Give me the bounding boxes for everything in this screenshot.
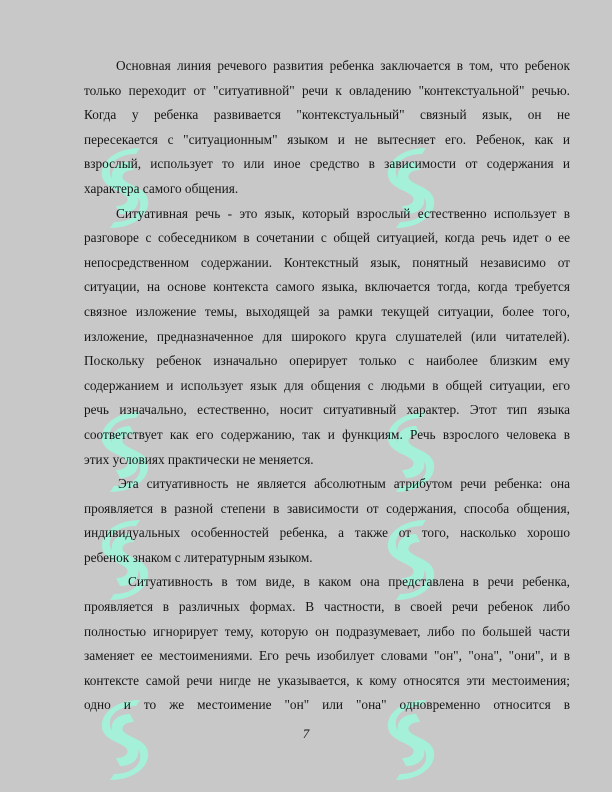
text-line: Ситуативность в том виде, в каком она представлена в речи ребенка, — [128, 574, 570, 590]
text-line: содержанием и использует язык для общения с людьми в общей ситуации, его — [84, 377, 570, 393]
page-number: 7 — [302, 726, 310, 741]
text-line: пересекается с "ситуационным" языком и не вытесняет его. Ребенок, как и — [84, 131, 570, 147]
text-line: одно и то же местоимение "он" или "она" одновременно относится в — [84, 697, 570, 713]
paragraph — [84, 54, 570, 202]
text-line: ситуации, на основе контекста самого языка, включается тогда, когда требуется — [84, 279, 570, 295]
text-line: непосредственном содержании. Контекстный язык, понятный независимо от — [84, 254, 570, 270]
text-line: контексте самой речи нигде не указывается, к кому относятся эти местоимения; — [84, 672, 570, 688]
document-body — [84, 54, 570, 718]
text-line: этих условиях практически не меняется. — [84, 451, 314, 467]
text-line: Эта ситуативность не является абсолютным атрибутом речи ребенка: она — [118, 476, 570, 492]
text-line: Основная линия речевого развития ребенка заключается в том, что ребенок — [116, 58, 570, 73]
text-line: изложение, предназначенное для широкого круга слушателей (или читателей). — [84, 328, 570, 344]
text-line: Когда у ребенка развивается "контекстуальный" связный язык, он не — [84, 107, 570, 123]
text-line: Ситуативная речь - это язык, который взрослый естественно использует в — [116, 205, 570, 221]
paragraph — [84, 472, 570, 570]
text-line: полностью игнорирует тему, которую он подразумевает, либо по большей части — [84, 623, 570, 639]
text-line: взрослый, использует то или иное средство в зависимости от содержания и — [84, 156, 570, 172]
text-line: характера самого общения. — [84, 180, 239, 196]
paragraph — [84, 570, 570, 718]
text-line: соответствует как его содержанию, так и функциям. Речь взрослого человека в — [84, 426, 570, 442]
text-line: связное изложение темы, выходящей за рамки текущей ситуации, более того, — [84, 303, 570, 319]
text-line: проявляется в различных формах. В частности, в своей речи ребенок либо — [84, 599, 570, 615]
text-line: ребенок знаком с литературным языком. — [84, 549, 313, 565]
text-line: заменяет ее местоимениями. Его речь изобилует словами "он", "она", "они", и в — [84, 648, 570, 664]
text-line: только переходит от "ситуативной" речи к овладению "контекстуальной" речью. — [84, 82, 570, 98]
text-line: индивидуальных особенностей ребенка, а также от того, насколько хорошо — [84, 525, 570, 541]
text-line: разговоре с собеседником в сочетании с общей ситуацией, когда речь идет о ее — [84, 230, 570, 246]
text-line: проявляется в разной степени в зависимости от содержания, способа общения, — [84, 500, 570, 516]
text-line: речь изначально, естественно, носит ситуативный характер. Этот тип языка — [84, 402, 570, 418]
text-line: Поскольку ребенок изначально оперирует только с наиболее близким ему — [84, 353, 570, 369]
paragraph — [84, 202, 570, 473]
